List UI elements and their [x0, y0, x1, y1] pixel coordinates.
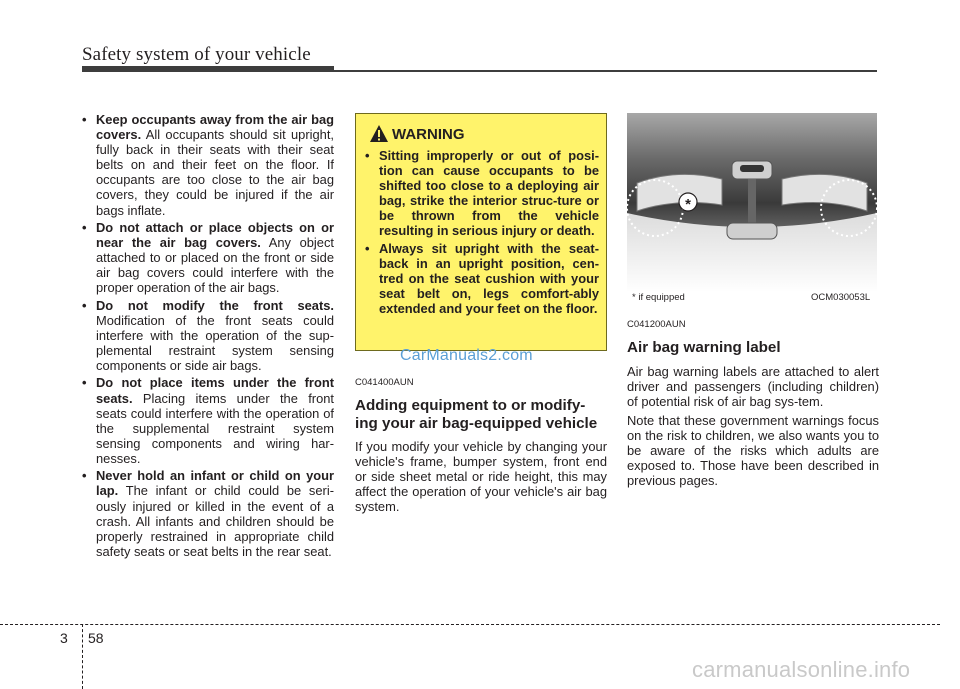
equipment-star-marker: * — [685, 196, 691, 213]
header-rule-thick — [82, 66, 334, 72]
section-code: C041400AUN — [355, 377, 414, 388]
bullet-item: • Keep occupants away from the air bag covers. All occupants should sit upright, fully back in their seats with their seat belts on and their feet on the floor. If occupants are too close to the air bag covers, they could be injured if the air bags inflate. — [82, 112, 334, 218]
section-title: Air bag warning label — [627, 339, 781, 357]
car-interior-illustration — [627, 113, 877, 310]
header-rule-thin — [334, 70, 877, 72]
section-title: Adding equipment to or modify-ing your air bag-equipped vehicle — [355, 397, 598, 432]
warning-item: • Always sit upright with the seat-back in an upright position, cen-tred on the seat cushion with your seat belt on, legs comfort-ably extended and your feet on the floor. — [365, 241, 599, 316]
footer-vertical-rule — [82, 624, 83, 689]
bullet-item: • Do not place items under the front seats. Placing items under the front seats could interfere with the operation of the supplemental restraint system sensing components and wiring har-nesses. — [82, 375, 334, 466]
paragraph: Note that these government warnings focus on the risk to children, we also wants you to be aware of the risks which adults are exposed to. Those have been described in previous pages. — [627, 412, 879, 489]
right-column — [627, 317, 879, 492]
footer-rule — [0, 624, 940, 625]
figure-code: OCM030053L — [811, 292, 871, 303]
page-header-title: Safety system of your vehicle — [82, 44, 311, 65]
watermark-link[interactable]: CarManuals2.com — [400, 347, 533, 364]
bullet-item: • Do not attach or place objects on or near the air bag covers. Any object attached to or placed on the front or side air bag covers could interfere with the proper operation of the air bags. — [82, 220, 334, 295]
section-code: C041200AUN — [627, 319, 686, 330]
bullet-item: • Never hold an infant or child on your lap. The infant or child could be seri-ously injured or killed in the event of a crash. All infants and children should be properly restrained in appropriate child safety seats or seat belts in the rear seat. — [82, 468, 334, 559]
warning-triangle-icon — [369, 124, 389, 143]
paragraph: Air bag warning labels are attached to alert driver and passengers (including children) of potential risk of air bag sys-tem. — [627, 363, 879, 409]
site-watermark: carmanualsonline.info — [692, 657, 911, 682]
page-number: 58 — [88, 630, 104, 646]
warning-heading: WARNING — [392, 126, 465, 143]
warning-list — [365, 148, 599, 318]
middle-column — [355, 375, 607, 519]
bullet-item: • Do not modify the front seats. Modification of the front seats could interfere with the operation of the sup-plemental restraint system sensing components or side air bags. — [82, 298, 334, 373]
safety-bullet-list — [82, 112, 334, 559]
headliner-airbag-figure — [627, 113, 877, 310]
warning-item: • Sitting improperly or out of posi-tion can cause occupants to be shifted too close to a deploying air bag, strike the interior struc-ture or be thrown from the vehicle resulting in serious injury or death. — [365, 148, 599, 239]
left-column — [82, 112, 334, 561]
figure-caption: * if equipped — [632, 292, 685, 303]
section-body: If you modify your vehicle by changing your vehicle's frame, bumper system, front end or side sheet metal or ride height, this may affect the operation of your vehicle's air bag system. — [355, 439, 607, 515]
chapter-number: 3 — [60, 630, 68, 646]
warning-box — [355, 113, 607, 351]
